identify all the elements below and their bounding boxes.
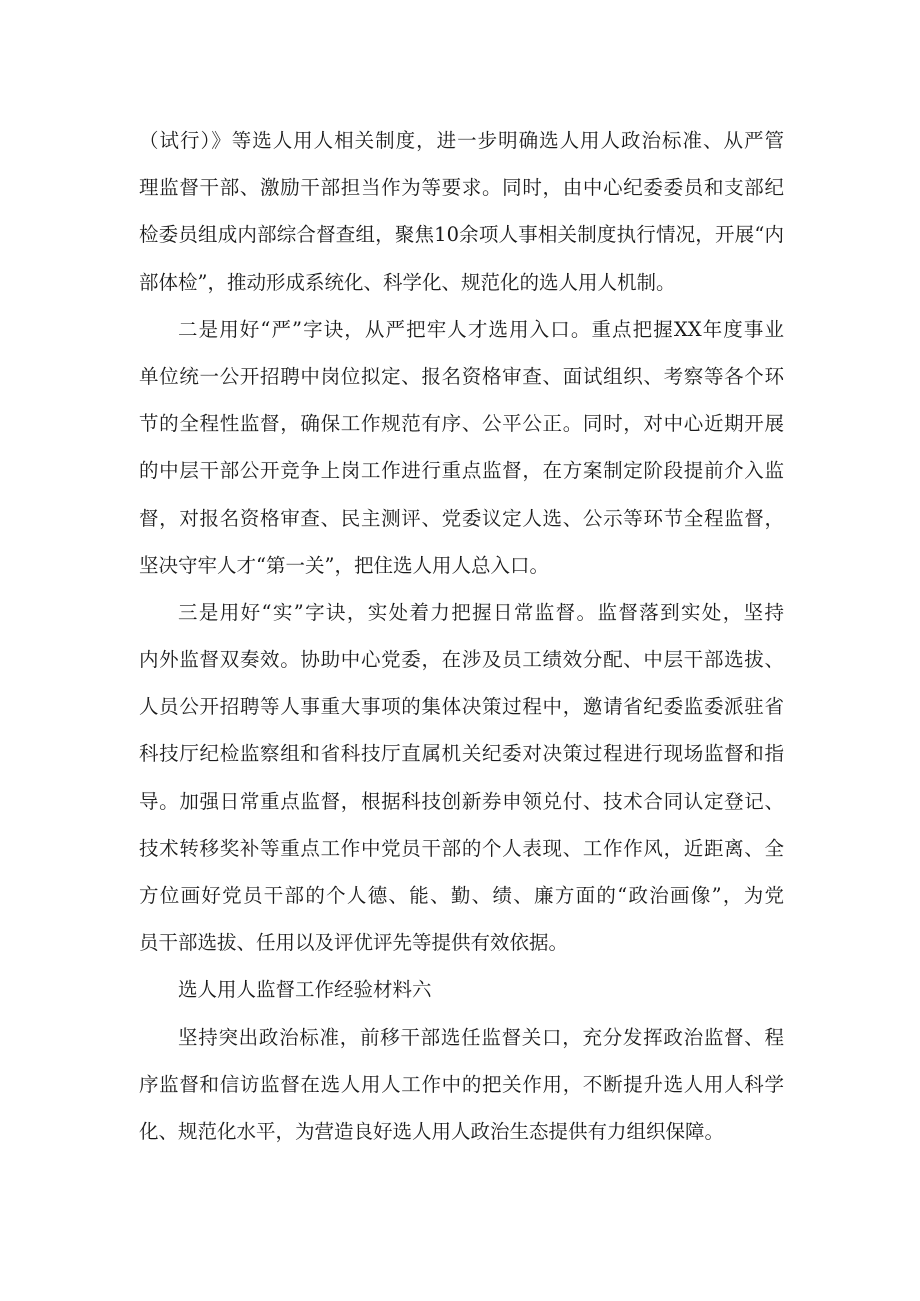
paragraph	[139, 121, 784, 310]
text-line: 导。加强日常重点监督，根据科技创新券申领兑付、技术合同认定登记、	[139, 789, 784, 813]
text-line: 单位统一公开招聘中岗位拟定、报名资格审查、面试组织、考察等各个环	[139, 364, 784, 388]
text-line: 坚持突出政治标准，前移干部选任监督关口，充分发挥政治监督、程	[178, 1025, 784, 1049]
document-body	[139, 121, 784, 1159]
text-line: 方位画好党员干部的个人德、能、勤、绩、廉方面的“政治画像”，为党	[139, 884, 784, 907]
text-line: 人员公开招聘等人事重大事项的集体决策过程中，邀请省纪委监委派驻省	[139, 695, 784, 719]
text-line: 二是用好“严”字诀，从严把牢人才选用入口。重点把握XX年度事业	[178, 317, 784, 341]
text-line: （试行）》等选人用人相关制度，进一步明确选人用人政治标准、从严管	[139, 129, 784, 152]
text-line: 部体检”，推动形成系统化、科学化、规范化的选人用人机制。	[139, 270, 676, 294]
text-line: 检委员组成内部综合督查组，聚焦10余项人事相关制度执行情况，开展“内	[139, 223, 784, 247]
text-line: 科技厅纪检监察组和省科技厅直属机关纪委对决策过程进行现场监督和指	[139, 742, 784, 766]
section-heading: 选人用人监督工作经验材料六	[178, 978, 432, 1002]
paragraph	[139, 1018, 784, 1160]
text-line: 坚决守牢人才“第一关”，把住选人用人总入口。	[139, 553, 549, 577]
text-line: 内外监督双奏效。协助中心党委，在涉及员工绩效分配、中层干部选拔、	[139, 648, 784, 672]
text-line: 序监督和信访监督在选人用人工作中的把关作用，不断提升选人用人科学	[139, 1072, 784, 1096]
text-line: 节的全程性监督，确保工作规范有序、公平公正。同时，对中心近期开展	[139, 412, 784, 436]
text-line: 技术转移奖补等重点工作中党员干部的个人表现、工作作风，近距离、全	[139, 836, 784, 860]
text-line: 化、规范化水平，为营造良好选人用人政治生态提供有力组织保障。	[139, 1119, 725, 1143]
paragraph	[139, 310, 784, 593]
text-line: 三是用好“实”字诀，实处着力把握日常监督。监督落到实处，坚持	[178, 600, 784, 624]
text-line: 员干部选拔、任用以及评优评先等提供有效依据。	[139, 931, 569, 955]
text-line: 督，对报名资格审查、民主测评、党委议定人选、公示等环节全程监督，	[139, 506, 784, 530]
text-line: 理监督干部、激励干部担当作为等要求。同时，由中心纪委委员和支部纪	[139, 176, 784, 200]
text-line: 的中层干部公开竞争上岗工作进行重点监督，在方案制定阶段提前介入监	[139, 459, 784, 483]
paragraph	[139, 593, 784, 971]
